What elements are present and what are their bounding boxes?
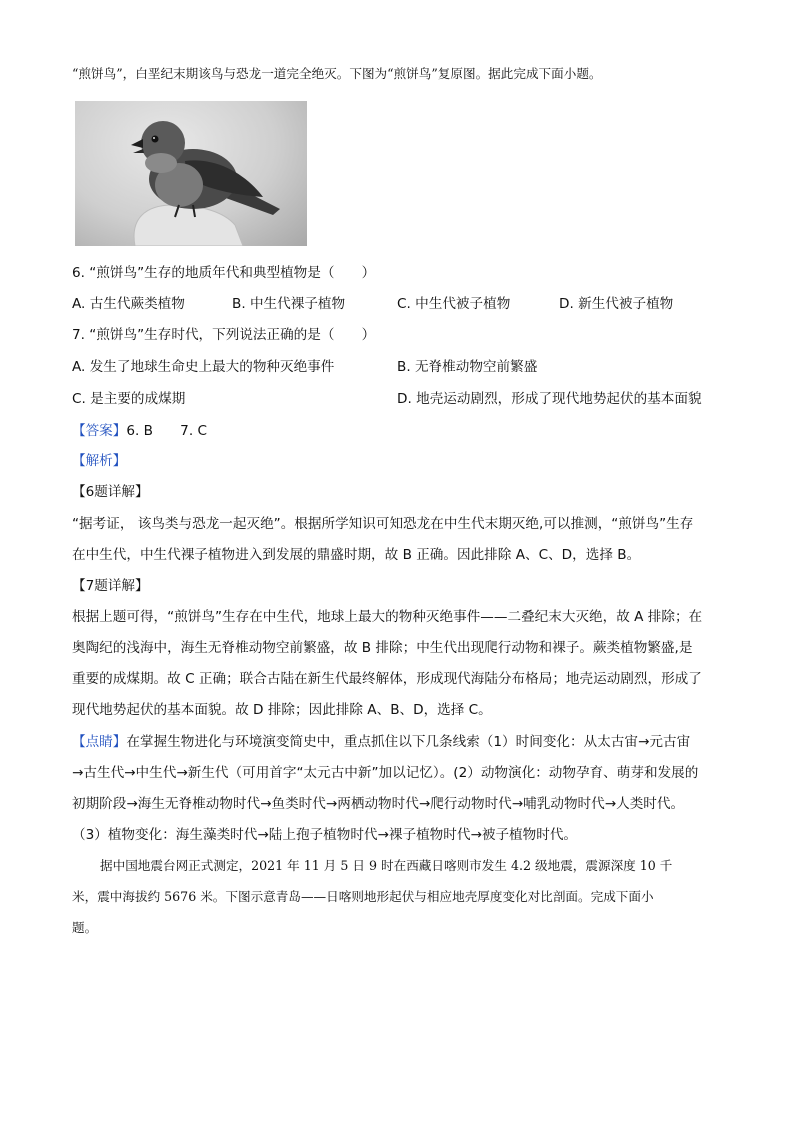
q6-option-c: C. 中生代被子植物 [397, 296, 511, 312]
q6-option-a: A. 古生代蕨类植物 [72, 296, 185, 312]
q7-option-b: B. 无脊椎动物空前繁盛 [397, 359, 538, 375]
answer-text: 6. B 7. C [126, 423, 207, 439]
next-intro-line-1: 据中国地震台网正式测定，2021 年 11 月 5 日 9 时在西藏日喀则市发生 4.2 级地震，震源深度 10 千 [100, 858, 673, 873]
q6-option-d: D. 新生代被子植物 [559, 296, 674, 312]
d7-line-4: 现代地势起伏的基本面貌。故 D 排除；因此排除 A、B、D，选择 C。 [72, 702, 492, 718]
q7-option-c: C. 是主要的成煤期 [72, 391, 186, 407]
d7-label: 【7题详解】 [72, 578, 149, 594]
answer-label: 【答案】 [72, 423, 127, 439]
analysis-label: 【解析】 [72, 453, 127, 469]
d6-line-2: 在中生代，中生代裸子植物进入到发展的鼎盛时期，故 B 正确。因此排除 A、C、D，选择 B。 [72, 547, 641, 563]
q7-stem: 7. “煎饼鸟”生存时代，下列说法正确的是（ ） [72, 327, 376, 343]
intro-text: “煎饼鸟”，白垩纪末期该鸟与恐龙一道完全绝灭。下图为“煎饼鸟”复原图。据此完成下面小题。 [72, 66, 602, 81]
tip-line-4: （3）植物变化：海生藻类时代→陆上孢子植物时代→裸子植物时代→被子植物时代。 [72, 827, 578, 843]
tip-line-3: 初期阶段→海生无脊椎动物时代→鱼类时代→两栖动物时代→爬行动物时代→哺乳动物时代→人类时代。 [72, 796, 685, 812]
q6-option-b: B. 中生代裸子植物 [232, 296, 346, 312]
q7-option-d: D. 地壳运动剧烈，形成了现代地势起伏的基本面貌 [397, 391, 702, 407]
next-intro-line-2: 米，震中海拔约 5676 米。下图示意青岛——日喀则地形起伏与相应地壳厚度变化对比剖面。完成下面小 [72, 889, 654, 904]
tip-line-1 [72, 732, 690, 752]
bird-restoration-image [75, 101, 307, 246]
d6-line-1: “据考证， 该鸟类与恐龙一起灭绝”。根据所学知识可知恐龙在中生代末期灭绝,可以推测，“煎饼鸟”生存 [72, 516, 694, 532]
q6-stem: 6. “煎饼鸟”生存的地质年代和典型植物是（ ） [72, 265, 376, 281]
tip-first: 在掌握生物进化与环境演变简史中，重点抓住以下几条线索（1）时间变化：从太古宙→元古宙 [126, 734, 691, 750]
d7-line-1: 根据上题可得，“煎饼鸟”生存在中生代，地球上最大的物种灭绝事件——二叠纪末大灭绝，故 A 排除；在 [72, 609, 703, 625]
d7-line-2: 奥陶纪的浅海中，海生无脊椎动物空前繁盛，故 B 排除；中生代出现爬行动物和裸子。蕨类植物繁盛,是 [72, 640, 693, 656]
q7-option-a: A. 发生了地球生命史上最大的物种灭绝事件 [72, 359, 335, 375]
answer-line [72, 421, 207, 441]
d6-label: 【6题详解】 [72, 484, 149, 500]
tip-label: 【点睛】 [72, 734, 127, 750]
bird-illustration [75, 101, 307, 246]
next-intro-line-3: 题。 [72, 920, 98, 935]
tip-line-2: →古生代→中生代→新生代（可用首字“太元古中新”加以记忆）。(2）动物演化：动物孕育、萌芽和发展的 [72, 765, 699, 781]
d7-line-3: 重要的成煤期。故 C 正确；联合古陆在新生代最终解体，形成现代海陆分布格局；地壳运动剧烈，形成了 [72, 671, 702, 687]
